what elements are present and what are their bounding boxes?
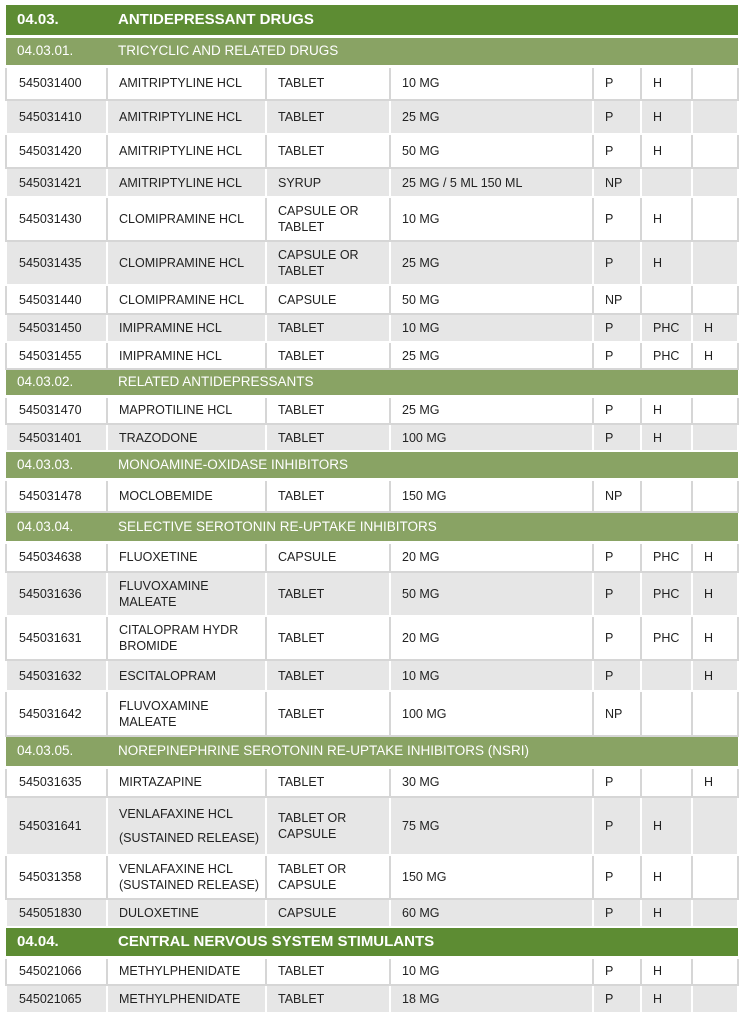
drug-code: 545031470 xyxy=(6,396,107,424)
table-row xyxy=(6,957,738,985)
dosage-form: TABLET xyxy=(266,572,390,616)
hospital-level: H xyxy=(692,314,738,342)
drug-name xyxy=(107,797,266,855)
hospital-level xyxy=(692,424,738,451)
facility-level: PHC xyxy=(641,616,692,660)
drug-name: CLOMIPRAMINE HCL xyxy=(107,197,266,241)
dosage-form: TABLET xyxy=(266,424,390,451)
drug-name: IMIPRAMINE HCL xyxy=(107,314,266,342)
strength: 30 MG xyxy=(390,767,593,797)
strength: 75 MG xyxy=(390,797,593,855)
facility-level: H xyxy=(641,424,692,451)
drug-code: 545031358 xyxy=(6,855,107,899)
dosage-form: CAPSULE xyxy=(266,285,390,314)
status-code: P xyxy=(593,424,641,451)
strength: 10 MG xyxy=(390,66,593,100)
strength: 10 MG xyxy=(390,660,593,691)
facility-level: H xyxy=(641,957,692,985)
strength: 50 MG xyxy=(390,134,593,168)
hospital-level xyxy=(692,691,738,736)
status-code: P xyxy=(593,314,641,342)
drug-code: 545021065 xyxy=(6,985,107,1013)
dosage-form: CAPSULE xyxy=(266,542,390,572)
hospital-level xyxy=(692,899,738,927)
dosage-form: TABLET xyxy=(266,314,390,342)
table-row xyxy=(6,285,738,314)
section-header xyxy=(6,5,738,36)
drug-code: 545031401 xyxy=(6,424,107,451)
drug-name-note: (SUSTAINED RELEASE) xyxy=(119,831,260,845)
dosage-form: TABLET xyxy=(266,396,390,424)
drug-code: 545031420 xyxy=(6,134,107,168)
facility-level: H xyxy=(641,797,692,855)
facility-level xyxy=(641,285,692,314)
table-row xyxy=(6,855,738,899)
facility-level: H xyxy=(641,899,692,927)
dosage-form: TABLET xyxy=(266,100,390,134)
drug-name: ESCITALOPRAM xyxy=(107,660,266,691)
drug-name: IMIPRAMINE HCL xyxy=(107,342,266,369)
facility-level: H xyxy=(641,855,692,899)
hospital-level xyxy=(692,66,738,100)
facility-level xyxy=(641,168,692,197)
strength: 10 MG xyxy=(390,957,593,985)
dosage-form: TABLET xyxy=(266,616,390,660)
status-code: P xyxy=(593,197,641,241)
facility-level: PHC xyxy=(641,542,692,572)
status-code: P xyxy=(593,134,641,168)
drug-code: 545031631 xyxy=(6,616,107,660)
drug-name: DULOXETINE xyxy=(107,899,266,927)
subsection-header xyxy=(6,36,738,66)
facility-level: H xyxy=(641,197,692,241)
drug-name: MOCLOBEMIDE xyxy=(107,479,266,512)
drug-name: METHYLPHENIDATE xyxy=(107,957,266,985)
subsection-header xyxy=(6,736,738,767)
drug-code: 545031435 xyxy=(6,241,107,285)
status-code: P xyxy=(593,66,641,100)
hospital-level xyxy=(692,479,738,512)
drug-name-line: VENLAFAXINE HCL xyxy=(119,807,233,821)
drug-code: 545051830 xyxy=(6,899,107,927)
facility-level: H xyxy=(641,396,692,424)
hospital-level xyxy=(692,957,738,985)
status-code: NP xyxy=(593,691,641,736)
status-code: P xyxy=(593,542,641,572)
strength: 150 MG xyxy=(390,855,593,899)
section-header xyxy=(6,927,738,957)
hospital-level xyxy=(692,396,738,424)
table-row xyxy=(6,985,738,1013)
hospital-level: H xyxy=(692,660,738,691)
drug-name: FLUVOXAMINE MALEATE xyxy=(107,572,266,616)
subsection-title: SELECTIVE SEROTONIN RE-UPTAKE INHIBITORS xyxy=(107,512,738,542)
line-gap xyxy=(119,822,265,830)
strength: 50 MG xyxy=(390,285,593,314)
hospital-level xyxy=(692,100,738,134)
strength: 20 MG xyxy=(390,542,593,572)
drug-code: 545031450 xyxy=(6,314,107,342)
facility-level: H xyxy=(641,985,692,1013)
strength: 25 MG xyxy=(390,342,593,369)
section-title: CENTRAL NERVOUS SYSTEM STIMULANTS xyxy=(107,927,738,957)
drug-code: 545031430 xyxy=(6,197,107,241)
table-row xyxy=(6,314,738,342)
facility-level: PHC xyxy=(641,314,692,342)
hospital-level xyxy=(692,197,738,241)
status-code: P xyxy=(593,985,641,1013)
subsection-code: 04.03.01. xyxy=(6,36,107,66)
table-row xyxy=(6,241,738,285)
subsection-header xyxy=(6,369,738,396)
status-code: P xyxy=(593,572,641,616)
drug-code: 545031636 xyxy=(6,572,107,616)
status-code: P xyxy=(593,342,641,369)
drug-name: CITALOPRAM HYDR BROMIDE xyxy=(107,616,266,660)
dosage-form: TABLET OR CAPSULE xyxy=(266,797,390,855)
drug-name: VENLAFAXINE HCL (SUSTAINED RELEASE) xyxy=(107,855,266,899)
drug-name: CLOMIPRAMINE HCL xyxy=(107,285,266,314)
drug-code: 545031478 xyxy=(6,479,107,512)
hospital-level xyxy=(692,985,738,1013)
subsection-title: MONOAMINE-OXIDASE INHIBITORS xyxy=(107,451,738,479)
facility-level: PHC xyxy=(641,572,692,616)
drug-name: METHYLPHENIDATE xyxy=(107,985,266,1013)
hospital-level: H xyxy=(692,616,738,660)
section-title: ANTIDEPRESSANT DRUGS xyxy=(107,5,738,36)
table-row xyxy=(6,767,738,797)
drug-name: FLUOXETINE xyxy=(107,542,266,572)
dosage-form: TABLET xyxy=(266,985,390,1013)
drug-code: 545031421 xyxy=(6,168,107,197)
status-code: P xyxy=(593,616,641,660)
facility-level: H xyxy=(641,134,692,168)
facility-level: H xyxy=(641,66,692,100)
dosage-form: TABLET OR CAPSULE xyxy=(266,855,390,899)
subsection-title: RELATED ANTIDEPRESSANTS xyxy=(107,369,738,396)
subsection-code: 04.03.02. xyxy=(6,369,107,396)
dosage-form: TABLET xyxy=(266,691,390,736)
drug-code: 545034638 xyxy=(6,542,107,572)
table-row xyxy=(6,197,738,241)
status-code: P xyxy=(593,797,641,855)
status-code: NP xyxy=(593,285,641,314)
hospital-level: H xyxy=(692,767,738,797)
strength: 60 MG xyxy=(390,899,593,927)
strength: 10 MG xyxy=(390,314,593,342)
hospital-level xyxy=(692,285,738,314)
facility-level xyxy=(641,660,692,691)
hospital-level xyxy=(692,134,738,168)
strength: 18 MG xyxy=(390,985,593,1013)
table-row xyxy=(6,616,738,660)
table-row xyxy=(6,899,738,927)
subsection-code: 04.03.03. xyxy=(6,451,107,479)
status-code: P xyxy=(593,855,641,899)
facility-level: H xyxy=(641,100,692,134)
drug-name: AMITRIPTYLINE HCL xyxy=(107,66,266,100)
facility-level: H xyxy=(641,241,692,285)
strength: 25 MG xyxy=(390,241,593,285)
table-row xyxy=(6,691,738,736)
dosage-form: CAPSULE OR TABLET xyxy=(266,197,390,241)
dosage-form: TABLET xyxy=(266,660,390,691)
dosage-form: TABLET xyxy=(266,66,390,100)
subsection-header xyxy=(6,512,738,542)
drug-table xyxy=(5,5,739,1014)
hospital-level: H xyxy=(692,542,738,572)
subsection-title: NOREPINEPHRINE SEROTONIN RE-UPTAKE INHIBITORS (NSRI) xyxy=(107,736,738,767)
table-row xyxy=(6,479,738,512)
strength: 10 MG xyxy=(390,197,593,241)
dosage-form: CAPSULE OR TABLET xyxy=(266,241,390,285)
status-code: NP xyxy=(593,479,641,512)
drug-code: 545031642 xyxy=(6,691,107,736)
hospital-level xyxy=(692,797,738,855)
status-code: P xyxy=(593,660,641,691)
drug-code: 545031455 xyxy=(6,342,107,369)
facility-level xyxy=(641,479,692,512)
hospital-level: H xyxy=(692,342,738,369)
drug-code: 545031400 xyxy=(6,66,107,100)
facility-level xyxy=(641,767,692,797)
hospital-level: H xyxy=(692,572,738,616)
drug-code: 545031632 xyxy=(6,660,107,691)
dosage-form: TABLET xyxy=(266,767,390,797)
table-row xyxy=(6,66,738,100)
table-row xyxy=(6,168,738,197)
strength: 150 MG xyxy=(390,479,593,512)
table-row xyxy=(6,572,738,616)
drug-name: MAPROTILINE HCL xyxy=(107,396,266,424)
subsection-header xyxy=(6,451,738,479)
dosage-form: TABLET xyxy=(266,957,390,985)
table-row xyxy=(6,396,738,424)
status-code: P xyxy=(593,899,641,927)
hospital-level xyxy=(692,241,738,285)
table-row xyxy=(6,424,738,451)
drug-code: 545031440 xyxy=(6,285,107,314)
table-row xyxy=(6,100,738,134)
status-code: P xyxy=(593,100,641,134)
strength: 100 MG xyxy=(390,691,593,736)
drug-code: 545031635 xyxy=(6,767,107,797)
drug-name: AMITRIPTYLINE HCL xyxy=(107,134,266,168)
dosage-form: TABLET xyxy=(266,134,390,168)
hospital-level xyxy=(692,855,738,899)
drug-code: 545031410 xyxy=(6,100,107,134)
strength: 100 MG xyxy=(390,424,593,451)
drug-code: 545031641 xyxy=(6,797,107,855)
table-row xyxy=(6,134,738,168)
drug-name: MIRTAZAPINE xyxy=(107,767,266,797)
dosage-form: SYRUP xyxy=(266,168,390,197)
drug-name: AMITRIPTYLINE HCL xyxy=(107,168,266,197)
section-code: 04.03. xyxy=(6,5,107,36)
table-row xyxy=(6,542,738,572)
section-code: 04.04. xyxy=(6,927,107,957)
subsection-title: TRICYCLIC AND RELATED DRUGS xyxy=(107,36,738,66)
subsection-code: 04.03.05. xyxy=(6,736,107,767)
dosage-form: TABLET xyxy=(266,342,390,369)
subsection-code: 04.03.04. xyxy=(6,512,107,542)
dosage-form: TABLET xyxy=(266,479,390,512)
dosage-form: CAPSULE xyxy=(266,899,390,927)
drug-name: AMITRIPTYLINE HCL xyxy=(107,100,266,134)
strength: 50 MG xyxy=(390,572,593,616)
drug-name: TRAZODONE xyxy=(107,424,266,451)
status-code: P xyxy=(593,241,641,285)
hospital-level xyxy=(692,168,738,197)
drug-name: FLUVOXAMINE MALEATE xyxy=(107,691,266,736)
strength: 20 MG xyxy=(390,616,593,660)
table-row xyxy=(6,342,738,369)
strength: 25 MG xyxy=(390,100,593,134)
status-code: P xyxy=(593,957,641,985)
status-code: NP xyxy=(593,168,641,197)
status-code: P xyxy=(593,396,641,424)
table-row xyxy=(6,660,738,691)
facility-level xyxy=(641,691,692,736)
drug-code: 545021066 xyxy=(6,957,107,985)
strength: 25 MG xyxy=(390,396,593,424)
status-code: P xyxy=(593,767,641,797)
facility-level: PHC xyxy=(641,342,692,369)
strength: 25 MG / 5 ML 150 ML xyxy=(390,168,593,197)
table-row xyxy=(6,797,738,855)
drug-name: CLOMIPRAMINE HCL xyxy=(107,241,266,285)
